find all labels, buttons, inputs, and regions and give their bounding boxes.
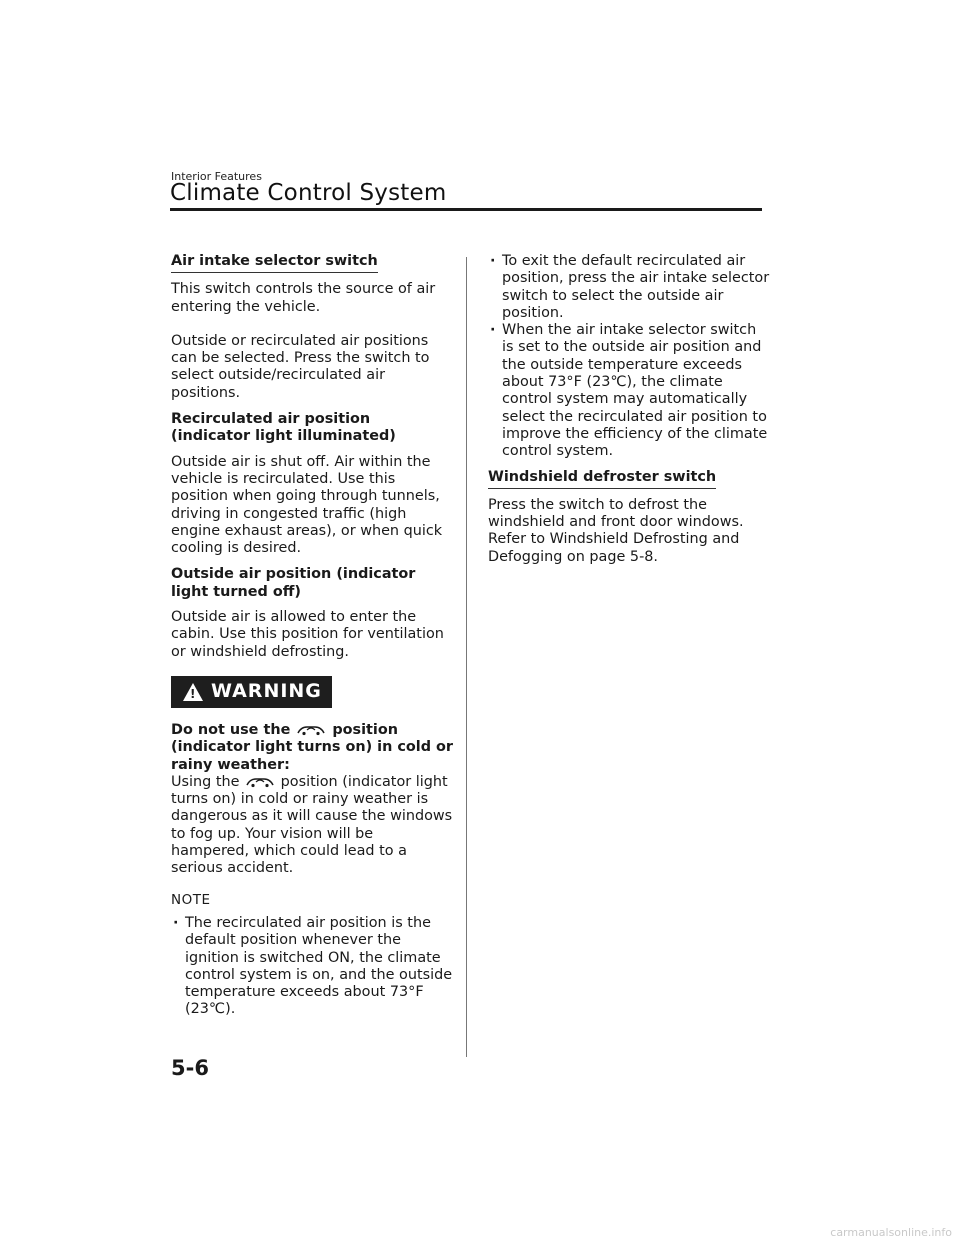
recirculated-air-car-icon [244,776,276,788]
warning-bold-part-a: Do not use the [171,721,291,738]
recirculated-air-car-icon [295,724,327,736]
warning-block [171,722,453,878]
defroster-heading: Windshield defroster switch [488,469,716,489]
note-list [171,915,453,1019]
note-label: NOTE [171,891,211,908]
column-divider [466,257,467,1057]
page-number: 5-6 [171,1056,209,1080]
right-column [488,253,770,575]
bullet-item: · When the air intake selector switch is set to the outside air position and the outside temperature exceeds about 73°F (23℃), the climate control system may automatically select the recirculated air position to improve the efficiency of the climate control system. [488,322,770,460]
left-column [171,253,453,1019]
warning-bold-part-b: position (indicator light turns on) in cold or rainy weather: [171,721,453,773]
warning-bold-text [171,722,453,774]
warning-triangle-icon [183,683,203,701]
outside-air-paragraph: Outside air is allowed to enter the cabin. Use this position for ventilation or windshield defrosting. [171,609,444,660]
warning-banner [171,676,332,708]
defroster-paragraph: Press the switch to defrost the windshield and front door windows. Refer to Windshield Defrosting and Defogging on page 5-8. [488,496,744,565]
section-label: Interior Features [171,170,262,183]
air-intake-heading: Air intake selector switch [171,253,378,273]
warning-label: WARNING [211,680,322,703]
intro-paragraph: This switch controls the source of air entering the vehicle. [171,281,436,315]
right-bullet-list [488,253,770,461]
recirculated-subheading: Recirculated air position (indicator light illuminated) [171,411,396,445]
footer-watermark: carmanualsonline.info [830,1226,952,1239]
outside-air-subheading: Outside air position (indicator light turned off) [171,566,416,600]
title-rule [170,208,762,211]
recirculated-paragraph: Outside air is shut off. Air within the vehicle is recirculated. Use this position when going through tunnels, driving in congested traffic (high engine exhaust areas), or when quick cooling is desired. [171,453,443,557]
page-title: Climate Control System [170,180,447,206]
bullet-item: · To exit the default recirculated air position, press the air intake selector switch to select the outside air position. [488,253,770,322]
note-item: · The recirculated air position is the default position whenever the ignition is switched ON, the climate control system is on, and the outside temperature exceeds about 73°F (23℃). [171,915,453,1019]
positions-paragraph: Outside or recirculated air positions can be selected. Press the switch to select outside/recirculated air positions. [171,332,430,401]
warning-text-part-b: position (indicator light turns on) in cold or rainy weather is dangerous as it will cause the windows to fog up. Your vision will be hampered, which could lead to a serious accident. [171,773,453,877]
warning-text-part-a: Using the [171,773,240,790]
warning-body-text [171,774,453,878]
